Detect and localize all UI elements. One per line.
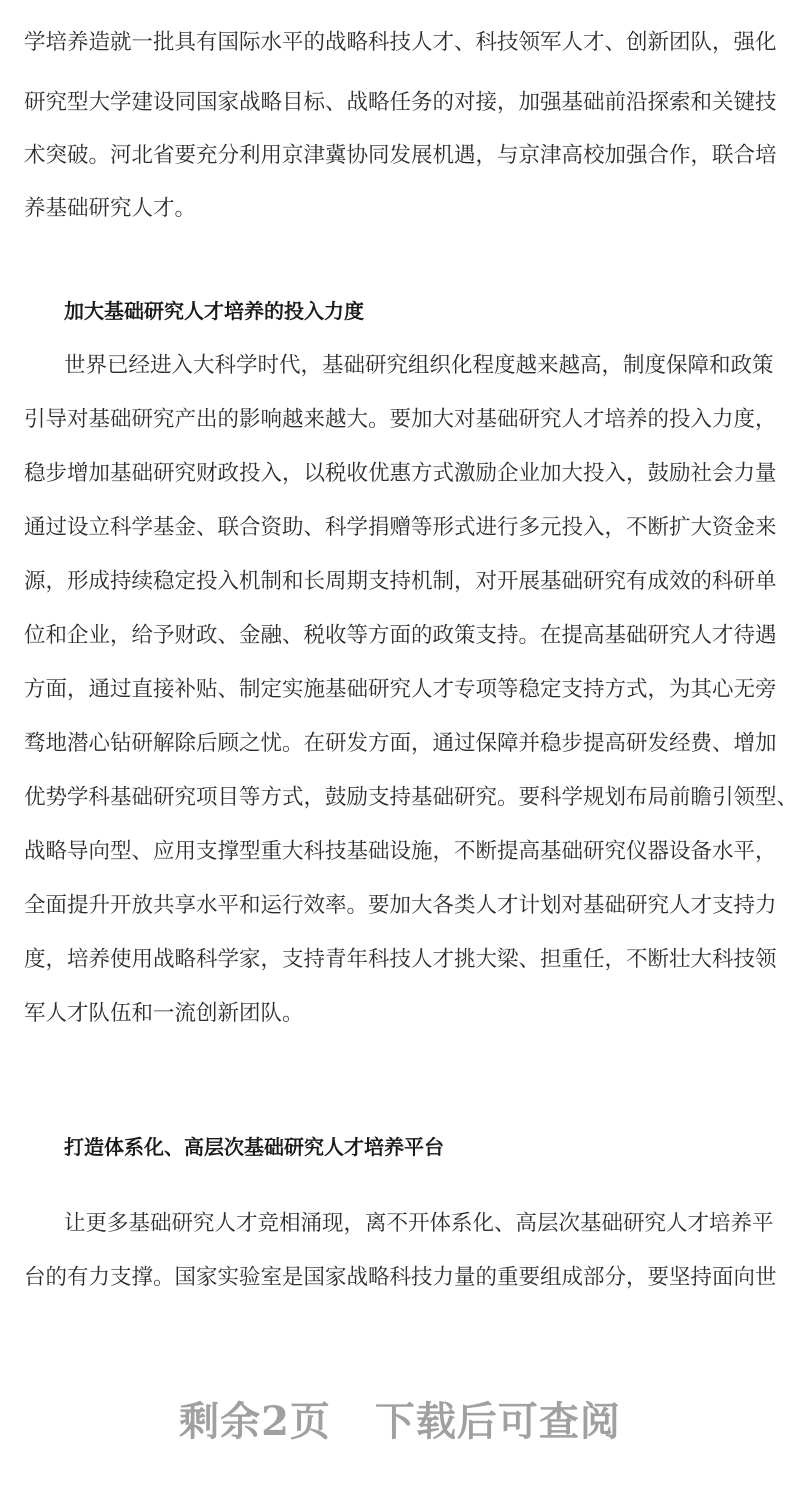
text-line: 通过设立科学基金、联合资助、科学捐赠等形式进行多元投入，不断扩大资金来 [24,515,777,540]
section-heading: 打造体系化、高层次基础研究人才培养平台 [64,1135,444,1159]
text-line: 术突破。河北省要充分利用京津冀协同发展机遇，与京津高校加强合作，联合培 [24,143,777,168]
text-line: 优势学科基础研究项目等方式，鼓励支持基础研究。要科学规划布局前瞻引领型、 [24,785,799,810]
text-line: 台的有力支撑。国家实验室是国家战略科技力量的重要组成部分，要坚持面向世 [24,1265,777,1290]
text-line: 研究型大学建设同国家战略目标、战略任务的对接，加强基础前沿探索和关键技 [24,90,777,115]
text-line: 方面，通过直接补贴、制定实施基础研究人才专项等稳定支持方式，为其心无旁 [24,677,777,702]
download-hint-label[interactable]: 下载后可查阅 [374,1398,621,1445]
remaining-pages-label: 剩余2页 [179,1398,331,1445]
download-prompt[interactable] [0,1390,800,1447]
text-line: 世界已经进入大科学时代，基础研究组织化程度越来越高，制度保障和政策 [64,353,774,378]
text-line: 引导对基础研究产出的影响越来越大。要加大对基础研究人才培养的投入力度， [24,407,777,432]
text-line: 稳步增加基础研究财政投入，以税收优惠方式激励企业加大投入，鼓励社会力量 [24,461,777,486]
text-line: 战略导向型、应用支撑型重大科技基础设施，不断提高基础研究仪器设备水平， [24,839,777,864]
section-heading: 加大基础研究人才培养的投入力度 [64,299,364,323]
text-line: 度，培养使用战略科学家，支持青年科技人才挑大梁、担重任，不断壮大科技领 [24,947,777,972]
text-line: 养基础研究人才。 [24,196,197,221]
text-line: 让更多基础研究人才竞相涌现，离不开体系化、高层次基础研究人才培养平 [64,1211,774,1236]
text-line: 学培养造就一批具有国际水平的战略科技人才、科技领军人才、创新团队，强化 [24,30,777,55]
text-line: 源，形成持续稳定投入机制和长周期支持机制，对开展基础研究有成效的科研单 [24,569,777,594]
text-line: 位和企业，给予财政、金融、税收等方面的政策支持。在提高基础研究人才待遇 [24,623,777,648]
text-line: 骛地潜心钻研解除后顾之忧。在研发方面，通过保障并稳步提高研发经费、增加 [24,731,777,756]
text-line: 军人才队伍和一流创新团队。 [24,1001,304,1026]
text-line: 全面提升开放共享水平和运行效率。要加大各类人才计划对基础研究人才支持力 [24,893,777,918]
